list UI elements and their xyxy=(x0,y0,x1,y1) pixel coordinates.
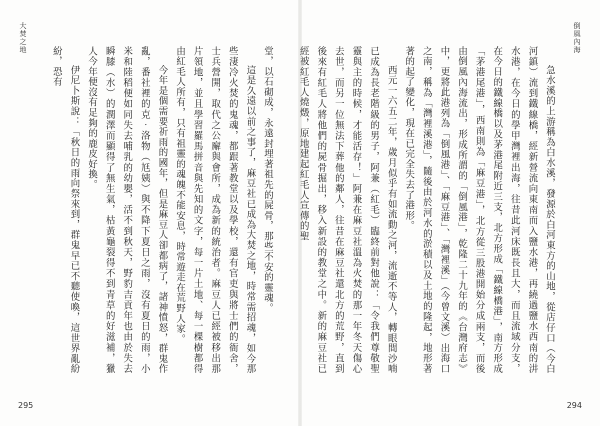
right-page-body xyxy=(297,46,558,374)
left-page-number: 295 xyxy=(18,401,34,410)
right-paragraph-2: 西元一六五二年，歲月似乎有如流動之河，流逝不等人，轉眼間沙喃已成為長老階級的男子，阿兼（紅毛）臨終前對他說：「令我們尊敬聖靈與主的時候，才能活存！」阿兼在麻豆社溫為火焚的那一年冬天傷心去世，而另一位無法下葬他的鄰人，往昔在麻豆社還北方的荒野，直到後來有紅毛人將他們的屍骨掘出，移入新設的教堂之中。新的麻豆社已經被紅毛人燒燬，原地建起紅毛人宣傳的聖 xyxy=(297,46,397,374)
left-paragraph-3: 今年是個需要祈雨的國年，但是麻豆人卻都病了，諸神憤怒，群鬼作亂，番社裡的克‧洛物（尪姨）與不降下夏日之雨，沒有夏日的雨，小米和陸稻便如同失去哺乳的幼嬰，活不到秋天，野豹吉貢年也由於失去瞬膝（水）的潤澤而顯得了無生氣，枯黃龜裂得不到青草的好滋補，獵人今年便沒有足夠的鹿皮好換。 xyxy=(86,46,168,374)
right-page xyxy=(297,0,600,426)
left-paragraph-2: 這是久遠以前之事了，麻豆社已成為大焚之地，時常需招魂，如今那些淒冷火焚的鬼魂，都跟著教堂以及學校，還有官吏與將士們的衙舍，士兵營開，取代之公廨與會所，成為新的統治者。麻豆人已經被移出那片領地，並且學習羅馬拼音與先知的文字，每一片土地、每一棵樹都得由紅毛人所有，只有祖靈的魂魄不能安息，時常遊走在荒野人家。 xyxy=(174,46,256,374)
left-paragraph-1: 堂，以石砌成，永遠封埋著祖先的屍骨，那些不安的靈魂。 xyxy=(262,46,273,314)
right-page-number: 294 xyxy=(566,401,582,410)
right-paragraph-1: 急水溪的上游稱為白水溪，發源於白河東方的山地，從店仔口（今白河鎮）流到鐵線橋，經新營流向東南而入鹽水港，再繞過鹽水西南的汫水港，在今日的學甲灣裡出海，往昔此河床既長且大，而且流域分支，在今日的鐵線橋以及茅港尾附近三支，北方形成「鐵線橋港」，南方形成「茅港尾港」，西南則為「麻豆港」，北方從三股港開始分成兩支，而後由倒風內海流出，形成所謂的「倒風港」，乾隆二十九年的《台灣府志》中，更將此港列為「倒風港」、「麻豆港」、「灣裡溪」（今曾文溪）出海口之南，稱為「灣裡溪港」，隨後由於河水的淤積以及土地的隆起，地形著著的起了變化，現在已完全失去了港形。 xyxy=(403,46,555,374)
left-paragraph-4: 伊尼卜斯說：「秋日的雨向祭來到，群鬼早已不聽使喚，這世界亂紛紛，恐有 xyxy=(50,46,80,374)
left-page-body xyxy=(50,46,276,374)
right-running-header: 倒風內海 xyxy=(573,22,581,54)
left-running-header: 大焚之地 xyxy=(19,22,27,54)
